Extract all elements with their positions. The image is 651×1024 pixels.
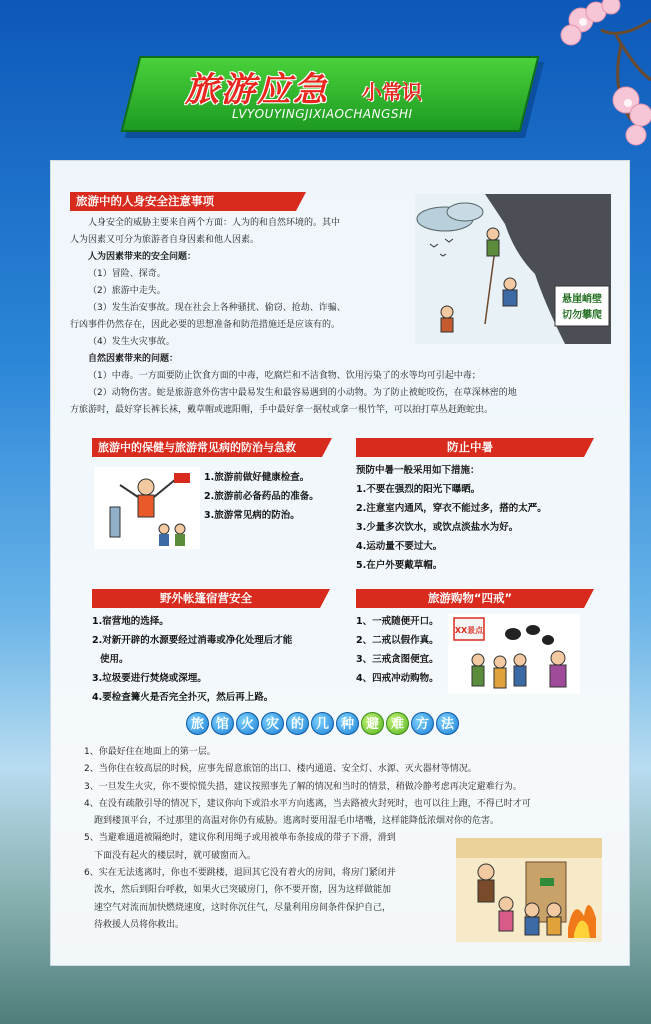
human-factor-item: （2）旅游中走失。 (88, 286, 166, 296)
fire-tip: 泼水，然后到阳台呼救，如果火已突破房门，你不要开窗，因为这样做能加 (94, 885, 392, 896)
cliff-sign-line1: 悬崖峭壁 (562, 294, 602, 305)
nature-factor-item: 方旅游时，最好穿长裤长袜，戴草帽或遮阳帽，手中最好拿一据杖或拿一根竹竿，可以拍打草丛赶跑蛇虫。 (70, 405, 494, 415)
fire-tip: 3、一旦发生火灾，你不要惊慌失措，建议按照事先了解的情况和当时的情景，稍做冷静考虑再决定避难行为。 (84, 781, 522, 792)
fire-tip: 2、当你住在较高层的时候，应事先留意旅馆的出口、楼内通道、安全灯、水源、灭火器材等情况。 (84, 764, 477, 775)
title-bubble: 几 (311, 712, 334, 735)
title-bubble: 的 (286, 712, 309, 735)
shopping-sign: XX景点 (454, 626, 484, 635)
health-item: 2.旅游前必备药品的准备。 (204, 491, 319, 502)
title-bubble: 灾 (261, 712, 284, 735)
heatstroke-item: 2.注意室内通风，穿衣不能过多，搭的太严。 (356, 503, 547, 514)
title-pinyin: LVYOUYINGJIXIAOCHANGSHI (232, 107, 413, 121)
heatstroke-list (356, 461, 547, 575)
camping-item: 2.对新开辟的水源要经过消毒或净化处理后才能 (92, 635, 293, 646)
cherry-blossom-decoration (541, 0, 651, 150)
human-factor-item: （3）发生治安事故。现在社会上各种骚扰、偷窃、抢劫、诈骗、 (88, 303, 346, 313)
health-item: 3.旅游常见病的防治。 (204, 510, 300, 521)
health-list (204, 468, 319, 525)
page-title: 旅游应急 (185, 70, 329, 110)
nature-factors-title: 自然因素带来的问题： (88, 354, 179, 364)
human-factors-title: 人为因素带来的安全问题： (88, 252, 197, 262)
cliff-sign-line2: 切勿攀爬 (562, 310, 602, 321)
section-heading-shopping: 旅游购物“四戒” (356, 589, 584, 608)
shopping-item: 1、一戒随便开口。 (356, 616, 439, 627)
nature-factor-item: （2）动物伤害。蛇是旅游意外伤害中最易发生和最容易遇到的小动物。为了防止被蛇咬伤，在草深林密的地 (88, 388, 517, 398)
fire-tip: 6、实在无法逃离时，你也不要跳楼，退回其它没有着火的房间，将房门紧闭并 (84, 868, 396, 879)
title-bubble: 难 (386, 712, 409, 735)
human-factor-item: （4）发生火灾事故。 (88, 337, 175, 347)
title-bubble: 火 (236, 712, 259, 735)
safety-intro-line: 人身安全的威胁主要来自两个方面：人为的和自然环境的。其中 (88, 218, 341, 228)
section-heading-camping: 野外帐篷宿营安全 (92, 589, 320, 608)
fire-section-title (186, 712, 459, 735)
safety-intro-line: 人为因素又可分为旅游者自身因素和他人因素。 (70, 235, 260, 245)
camping-item: 使用。 (100, 654, 129, 665)
shopping-item: 4、四戒冲动购物。 (356, 673, 439, 684)
fire-tip: 5、当避难通道被隔绝时，建议你利用绳子或用被单布条接成的带子下滑，滑到 (84, 833, 396, 844)
fire-tip: 跑到楼顶平台，不过那里的高温对你仍有威胁。逃离时要用湿毛巾堵嘴，这样能降低浓烟对你的危害。 (94, 816, 500, 827)
title-bubble: 种 (336, 712, 359, 735)
fire-tip: 速空气对流而加快燃烧速度，这时你沉住气，尽量利用房间条件保护自己， (94, 902, 392, 913)
title-bubble: 避 (361, 712, 384, 735)
heatstroke-item: 3.少量多次饮水，或饮点淡盐水为好。 (356, 522, 519, 533)
human-factor-item: 行凶事件仍然存在，因此必要的思想准备和防范措施还是应该有的。 (70, 320, 341, 330)
heatstroke-item: 1.不要在强烈的阳光下曝晒。 (356, 484, 481, 495)
heatstroke-item: 4.运动量不要过大。 (356, 541, 443, 552)
title-bubble: 馆 (211, 712, 234, 735)
tourist-flag-illustration (94, 467, 200, 549)
section-heading-heatstroke: 防止中暑 (356, 438, 584, 457)
hotel-fire-illustration (456, 838, 602, 942)
section-heading-safety: 旅游中的人身安全注意事项 (70, 192, 296, 211)
heatstroke-item: 5.在户外要戴草帽。 (356, 560, 443, 571)
nature-factor-item: （1）中毒。一方面要防止饮食方面的中毒，吃腐烂和不洁食物、饮用污染了的水等均可引起中毒； (88, 371, 481, 381)
camping-list (92, 612, 292, 707)
shopping-item: 3、三戒贪图便宜。 (356, 654, 439, 665)
camping-item: 1.宿营地的选择。 (92, 616, 169, 627)
camping-item: 3.垃圾要进行焚烧或深埋。 (92, 673, 207, 684)
fire-tip: 下面没有起火的楼层时，就可破窗而入。 (94, 850, 257, 861)
fire-tip: 1、你最好住在地面上的第一层。 (84, 747, 216, 757)
title-bubble: 旅 (186, 712, 209, 735)
fire-tip: 4、在没有疏散引导的情况下，建议你向下或沿水平方向逃离，当去路被火封死时，也可以往上跑，不得已时才可 (84, 798, 531, 809)
fire-tip: 待救援人员将你救出。 (94, 919, 185, 930)
title-bubble: 法 (436, 712, 459, 735)
human-factor-item: （1）冒险、探奇。 (88, 269, 166, 279)
title-bubble: 方 (411, 712, 434, 735)
camping-item: 4.要检查篝火是否完全扑灭，然后再上路。 (92, 692, 274, 703)
page-subtitle: 小常识 (362, 80, 422, 104)
section-heading-health: 旅游中的保健与旅游常见病的防治与急救 (92, 438, 322, 457)
heatstroke-intro: 预防中暑一般采用如下措施： (356, 465, 480, 476)
shopping-crowd-illustration (448, 614, 580, 694)
shopping-list (356, 612, 439, 688)
health-item: 1.旅游前做好健康检查。 (204, 472, 310, 483)
cliff-climbing-illustration (415, 194, 611, 344)
shopping-item: 2、二戒以假作真。 (356, 635, 439, 646)
